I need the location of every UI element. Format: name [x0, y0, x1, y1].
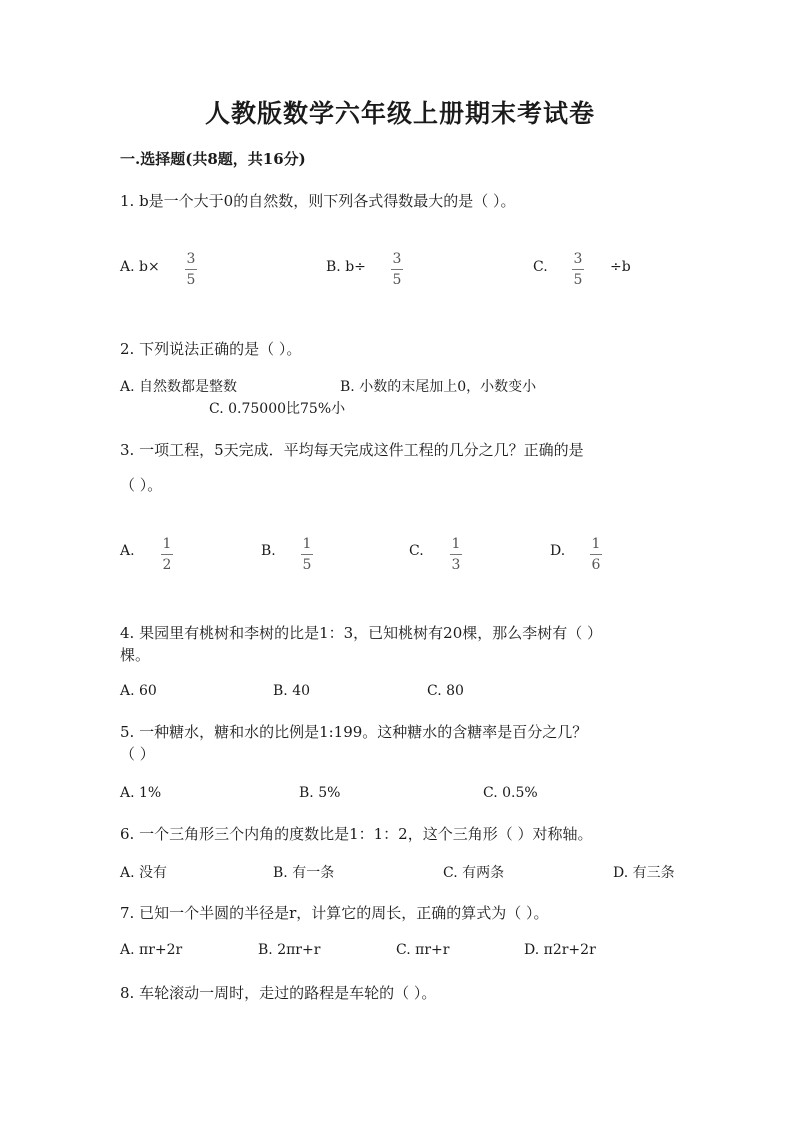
q7-option-a[interactable]: A. πr+2r: [120, 942, 183, 958]
fraction-bar: [161, 554, 173, 555]
question-2-text: 2. 下列说法正确的是（ ）。: [120, 340, 302, 358]
q1-a-numerator: 3: [186, 251, 196, 267]
q1-option-a-fraction: [185, 252, 197, 287]
question-1-text: 1. b是一个大于0的自然数，则下列各式得数最大的是（ ）。: [120, 192, 516, 210]
q1-option-a-label[interactable]: A. b×: [120, 259, 160, 275]
q3-b-numerator: 1: [302, 536, 312, 552]
fraction-bar: [450, 554, 462, 555]
q5-option-b[interactable]: B. 5%: [299, 785, 341, 801]
fraction-bar: [301, 554, 313, 555]
q1-b-numerator: 3: [392, 251, 402, 267]
fraction-bar: [391, 269, 403, 270]
q1-a-denominator: 5: [186, 272, 196, 288]
q6-option-d[interactable]: D. 有三条: [613, 865, 675, 881]
q4-option-c[interactable]: C. 80: [427, 683, 464, 699]
question-3-text-line2: （ ）。: [120, 476, 163, 494]
q1-option-b-label[interactable]: B. b÷: [326, 259, 366, 275]
fraction-bar: [572, 269, 584, 270]
q3-c-denominator: 3: [451, 557, 461, 573]
q2-option-a[interactable]: A. 自然数都是整数: [120, 379, 238, 395]
q6-option-b[interactable]: B. 有一条: [273, 865, 335, 881]
q3-c-numerator: 1: [451, 536, 461, 552]
q1-option-c-fraction: [572, 252, 584, 287]
question-4-text-line2: 棵。: [120, 646, 151, 664]
q1-option-c-suffix: ÷b: [610, 259, 631, 275]
q1-c-denominator: 5: [573, 272, 583, 288]
q3-d-denominator: 6: [591, 557, 601, 573]
q7-option-c[interactable]: C. πr+r: [396, 942, 450, 958]
q6-option-c[interactable]: C. 有两条: [443, 865, 505, 881]
q3-option-c-label[interactable]: C.: [409, 543, 424, 559]
question-3-text: 3. 一项工程，5天完成．平均每天完成这件工程的几分之几？正确的是: [120, 441, 584, 459]
q3-option-d-label[interactable]: D.: [550, 543, 566, 559]
q3-a-numerator: 1: [162, 536, 172, 552]
q3-option-b-fraction: [301, 537, 313, 572]
q3-option-a-fraction: [161, 537, 173, 572]
q1-b-denominator: 5: [392, 272, 402, 288]
page-title: 人教版数学六年级上册期末考试卷: [204, 99, 595, 128]
q3-d-numerator: 1: [591, 536, 601, 552]
q1-option-b-fraction: [391, 252, 403, 287]
q3-a-denominator: 2: [162, 557, 172, 573]
q4-option-b[interactable]: B. 40: [273, 683, 311, 699]
question-8-text: 8. 车轮滚动一周时，走过的路程是车轮的（ ）。: [120, 984, 437, 1002]
fraction-bar: [185, 269, 197, 270]
question-5-text: 5. 一种糖水，糖和水的比例是1:199。这种糖水的含糖率是百分之几？: [120, 723, 588, 741]
q3-option-c-fraction: [450, 537, 462, 572]
q3-option-b-label[interactable]: B.: [261, 543, 276, 559]
question-6-text: 6. 一个三角形三个内角的度数比是1：1：2，这个三角形（ ）对称轴。: [120, 825, 593, 843]
q3-b-denominator: 5: [302, 557, 312, 573]
q3-option-d-fraction: [590, 537, 602, 572]
question-5-text-line2: （ ）: [120, 745, 155, 763]
q4-option-a[interactable]: A. 60: [120, 683, 157, 699]
section-heading: 一.选择题(共8题，共16分): [120, 150, 306, 168]
q2-option-c[interactable]: C. 0.75000比75%小: [209, 401, 346, 417]
question-7-text: 7. 已知一个半圆的半径是r，计算它的周长，正确的算式为（ ）。: [120, 904, 549, 922]
q7-option-b[interactable]: B. 2πr+r: [258, 942, 321, 958]
q3-option-a-label[interactable]: A.: [120, 543, 135, 559]
q5-option-c[interactable]: C. 0.5%: [483, 785, 538, 801]
fraction-bar: [590, 554, 602, 555]
q5-option-a[interactable]: A. 1%: [120, 785, 162, 801]
q2-option-b[interactable]: B. 小数的末尾加上0，小数变小: [340, 379, 537, 395]
q6-option-a[interactable]: A. 没有: [120, 865, 168, 881]
q1-c-numerator: 3: [573, 251, 583, 267]
question-4-text: 4. 果园里有桃树和李树的比是1：3，已知桃树有20棵，那么李树有（ ）: [120, 624, 603, 642]
q1-option-c-label[interactable]: C.: [533, 259, 548, 275]
q7-option-d[interactable]: D. π2r+2r: [524, 942, 596, 958]
